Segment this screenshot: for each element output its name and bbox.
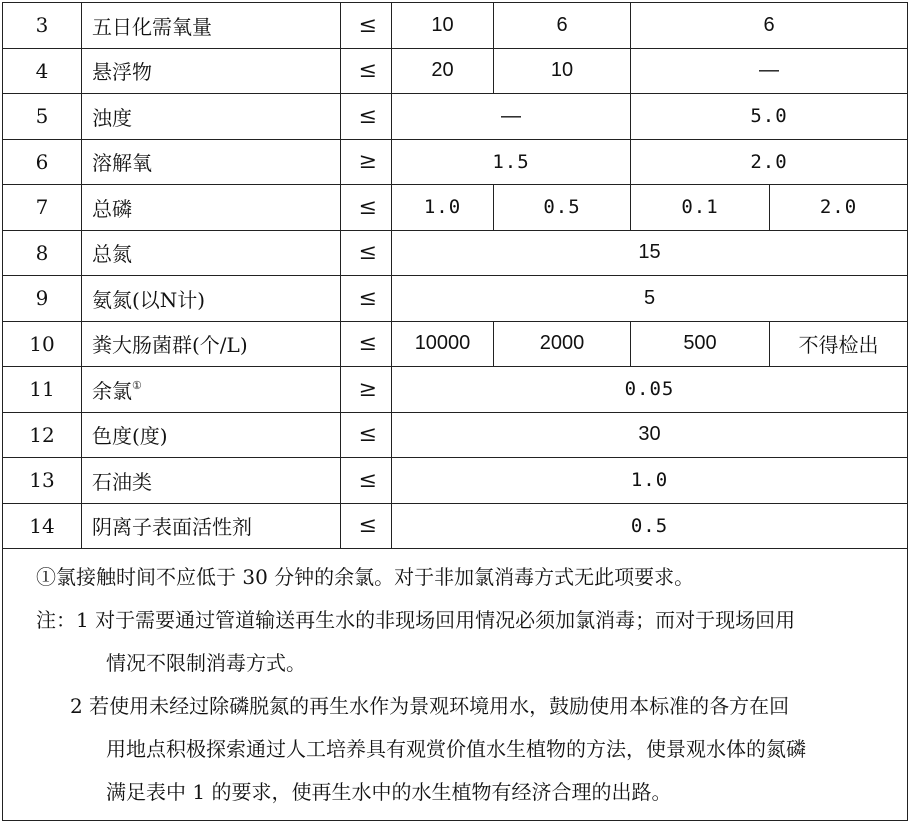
row-number: 7	[3, 185, 82, 231]
indicator-name: 总氮	[82, 230, 341, 276]
value-cell: —	[392, 94, 631, 140]
value-cell: 20	[392, 48, 494, 94]
table-row	[3, 185, 908, 231]
indicator-name: 阴离子表面活性剂	[82, 503, 341, 549]
note-1-line-1: 注：1 对于需要通过管道输送再生水的非现场回用情况必须加氯消毒；而对于现场回用	[36, 608, 796, 632]
indicator-name	[82, 367, 341, 413]
value-cell: 0.5	[494, 185, 631, 231]
value-cell: 30	[392, 412, 908, 458]
note-2-line-1: 2 若使用未经过除磷脱氮的再生水作为景观环境用水，鼓励使用本标准的各方在回	[70, 694, 790, 718]
comparison-operator: ≤	[341, 94, 392, 140]
row-number: 10	[3, 321, 82, 367]
value-cell: —	[631, 48, 908, 94]
comparison-operator: ≤	[341, 230, 392, 276]
footnote-marker: ①	[132, 378, 142, 392]
indicator-name: 粪大肠菌群(个/L)	[82, 321, 341, 367]
value-cell: 500	[631, 321, 770, 367]
table-row	[3, 230, 908, 276]
row-number: 5	[3, 94, 82, 140]
comparison-operator: ≤	[341, 48, 392, 94]
value-cell: 0.5	[392, 503, 908, 549]
comparison-operator: ≥	[341, 367, 392, 413]
table-notes	[2, 554, 908, 821]
value-cell: 6	[631, 3, 908, 49]
value-cell: 不得检出	[770, 321, 908, 367]
table-row	[3, 94, 908, 140]
table-row	[3, 503, 908, 549]
indicator-name: 浊度	[82, 94, 341, 140]
value-cell: 0.05	[392, 367, 908, 413]
water-quality-table	[2, 2, 908, 549]
comparison-operator: ≤	[341, 503, 392, 549]
comparison-operator: ≤	[341, 321, 392, 367]
table-row	[3, 276, 908, 322]
row-number: 11	[3, 367, 82, 413]
comparison-operator: ≤	[341, 3, 392, 49]
row-number: 9	[3, 276, 82, 322]
indicator-name: 色度(度)	[82, 412, 341, 458]
value-cell: 10	[494, 48, 631, 94]
row-number: 4	[3, 48, 82, 94]
comparison-operator: ≤	[341, 185, 392, 231]
table-row	[3, 139, 908, 185]
value-cell: 5.0	[631, 94, 908, 140]
indicator-name: 石油类	[82, 458, 341, 504]
value-cell: 1.5	[392, 139, 631, 185]
value-cell: 6	[494, 3, 631, 49]
indicator-name: 氨氮(以N计)	[82, 276, 341, 322]
comparison-operator: ≤	[341, 412, 392, 458]
indicator-name: 悬浮物	[82, 48, 341, 94]
row-number: 6	[3, 139, 82, 185]
value-cell: 1.0	[392, 458, 908, 504]
comparison-operator: ≥	[341, 139, 392, 185]
note-1-line-2: 情况不限制消毒方式。	[106, 651, 306, 675]
row-number: 8	[3, 230, 82, 276]
indicator-name-text: 余氯	[92, 378, 132, 403]
indicator-name: 溶解氧	[82, 139, 341, 185]
row-number: 3	[3, 3, 82, 49]
row-number: 13	[3, 458, 82, 504]
value-cell: 10	[392, 3, 494, 49]
footnote-text: ①氯接触时间不应低于 30 分钟的余氯。对于非加氯消毒方式无此项要求。	[36, 565, 695, 589]
indicator-name: 总磷	[82, 185, 341, 231]
value-cell: 1.0	[392, 185, 494, 231]
value-cell: 0.1	[631, 185, 770, 231]
value-cell: 5	[392, 276, 908, 322]
row-number: 12	[3, 412, 82, 458]
value-cell: 2.0	[770, 185, 908, 231]
note-2-line-2: 用地点积极探索通过人工培养具有观赏价值水生植物的方法，使景观水体的氮磷	[106, 737, 806, 761]
table-row	[3, 48, 908, 94]
value-cell: 15	[392, 230, 908, 276]
table-row	[3, 458, 908, 504]
value-cell: 10000	[392, 321, 494, 367]
value-cell: 2000	[494, 321, 631, 367]
indicator-name: 五日化需氧量	[82, 3, 341, 49]
table-row	[3, 321, 908, 367]
comparison-operator: ≤	[341, 276, 392, 322]
table-row	[3, 367, 908, 413]
comparison-operator: ≤	[341, 458, 392, 504]
table-row	[3, 3, 908, 49]
value-cell: 2.0	[631, 139, 908, 185]
table-row	[3, 412, 908, 458]
note-2-line-3: 满足表中 1 的要求，使再生水中的水生植物有经济合理的出路。	[106, 780, 672, 804]
row-number: 14	[3, 503, 82, 549]
